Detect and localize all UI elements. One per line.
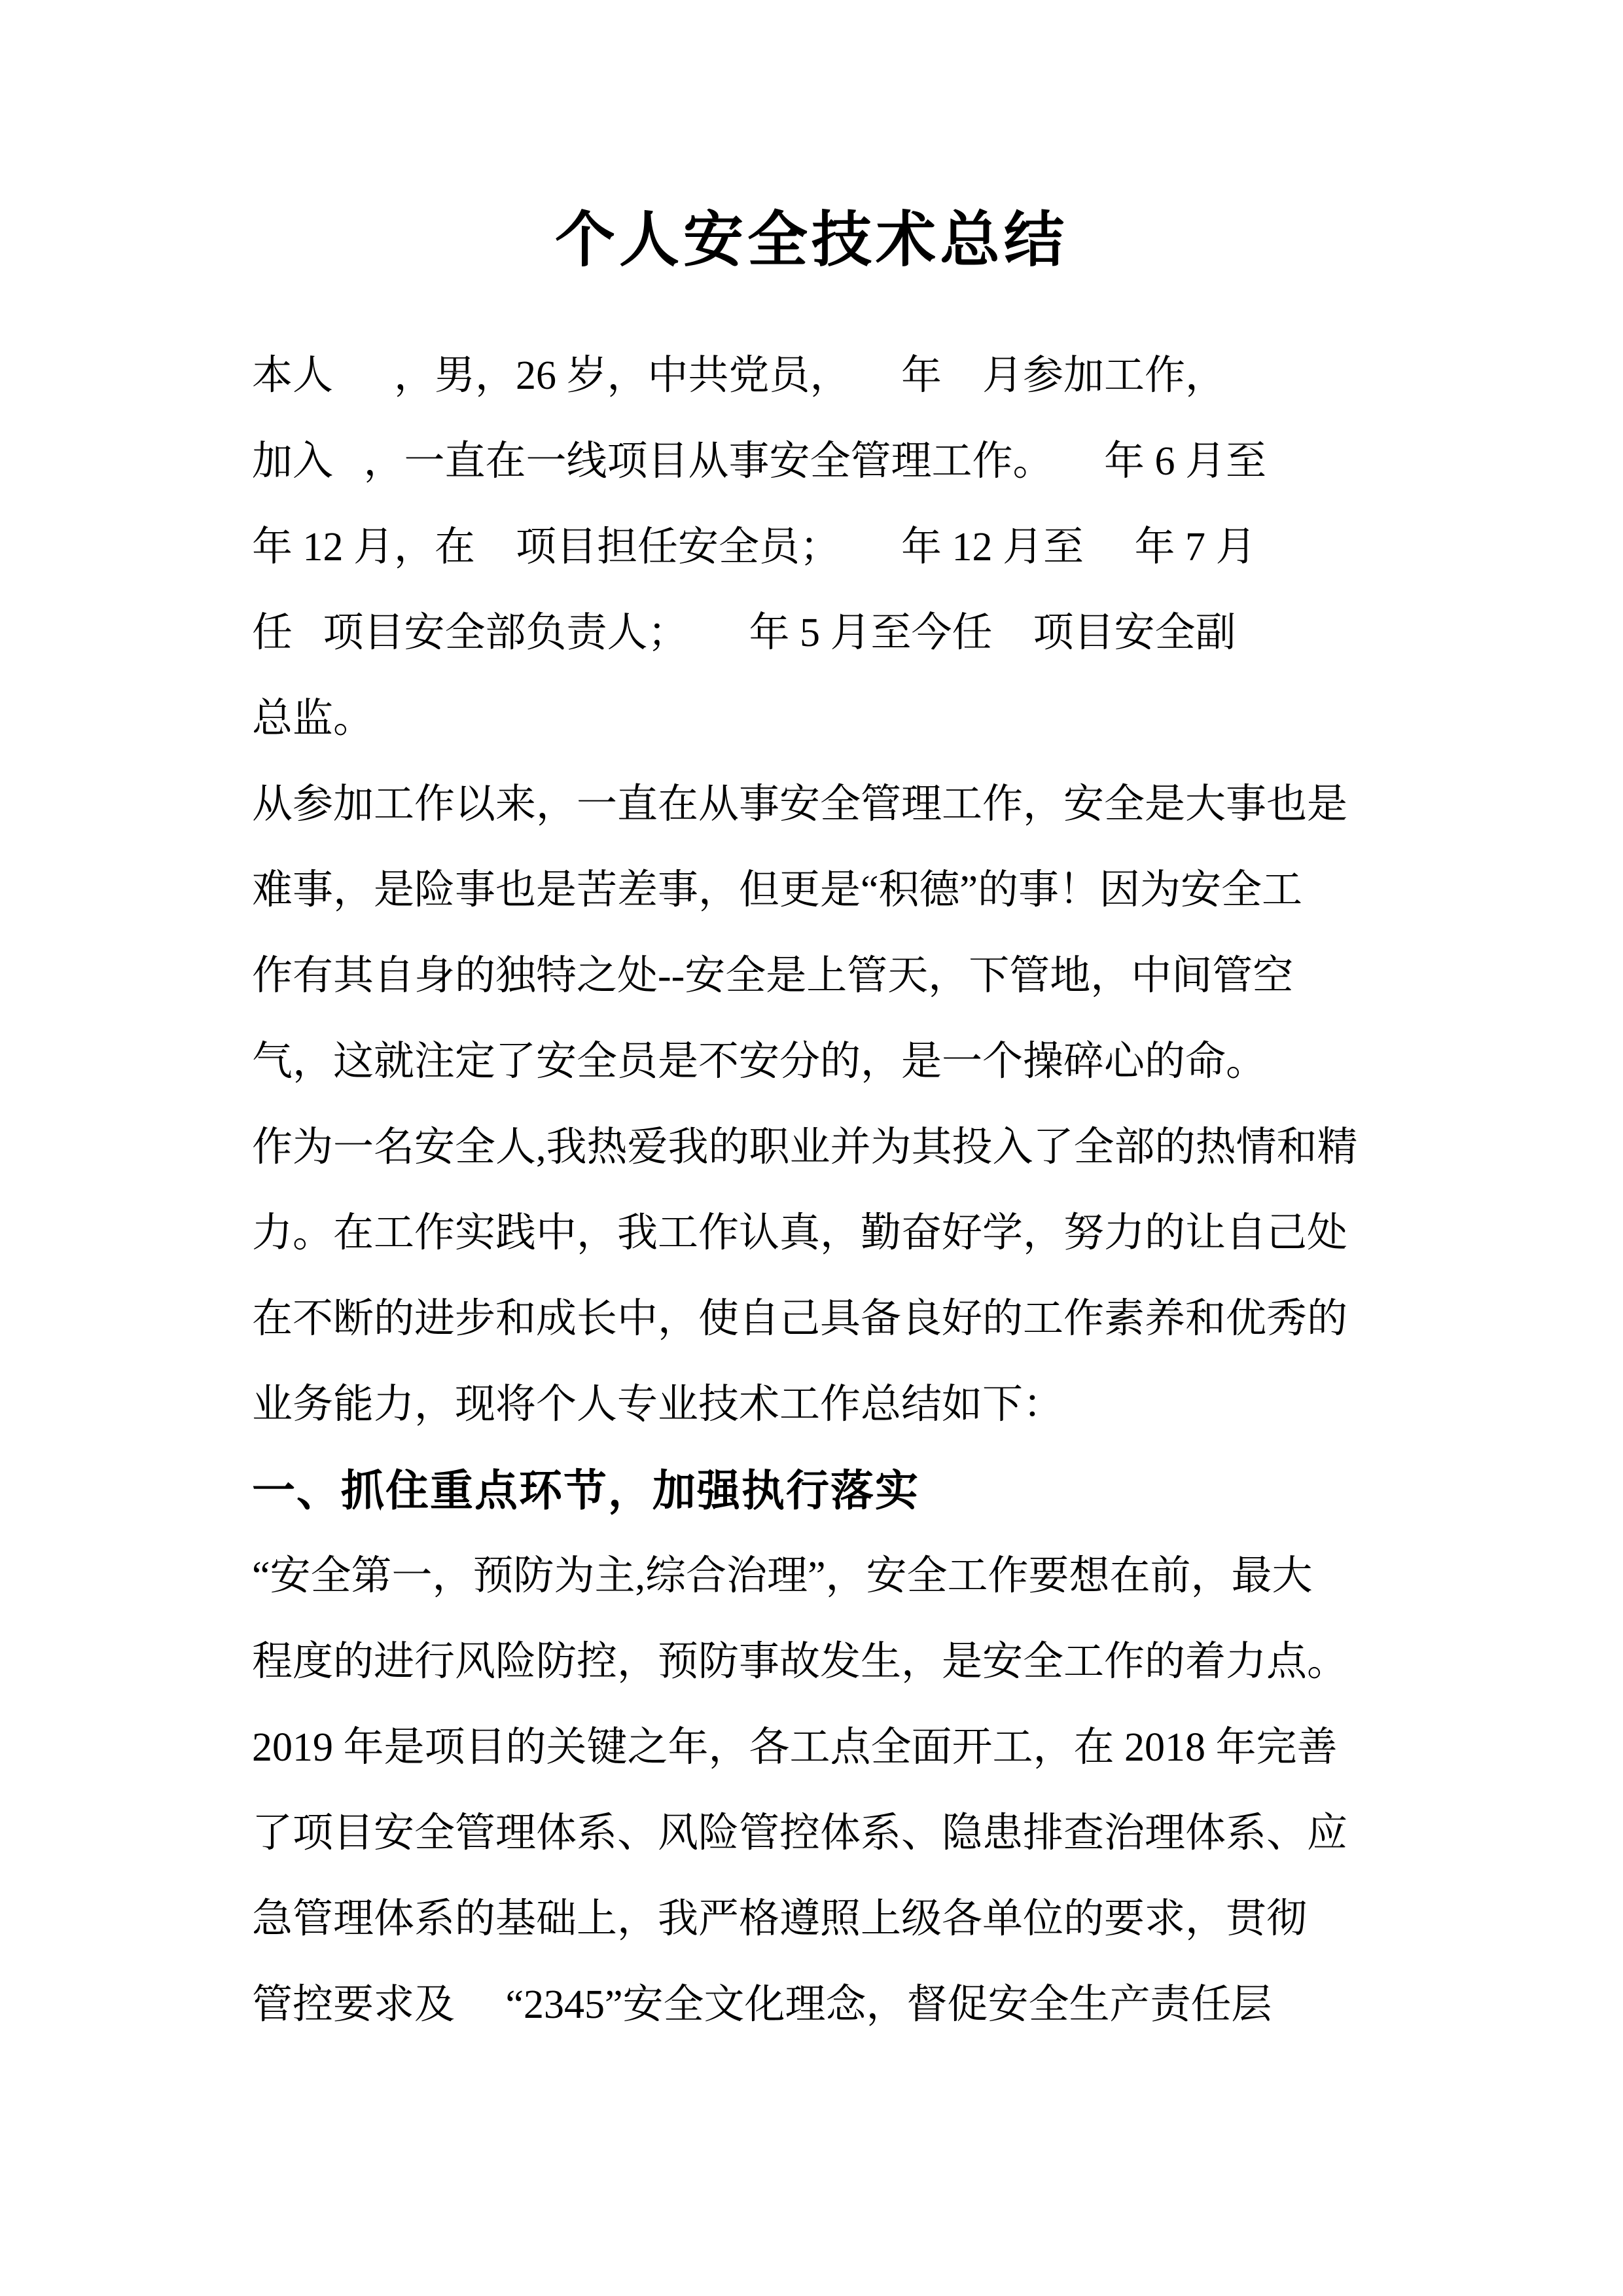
text-line: 总监。 — [252, 696, 374, 741]
text-line: 从参加工作以来，一直在从事安全管理工作，安全是大事也是 — [252, 782, 1348, 827]
text-line: 任 项目安全部负责人； 年 5 月至今任 项目安全副 — [252, 611, 1236, 655]
text-line: 管控要求及 “2345”安全文化理念，督促安全生产责任层 — [252, 1982, 1272, 2027]
text-line: 业务能力，现将个人专业技术工作总结如下： — [252, 1382, 1064, 1427]
document-body — [252, 333, 1371, 2048]
text-line: 作为一名安全人,我热爱我的职业并为其投入了全部的热情和精 — [252, 1125, 1358, 1170]
text-line: “安全第一，预防为主,综合治理”，安全工作要想在前，最大 — [252, 1554, 1313, 1598]
text-line: 本人 ，男，26 岁，中共党员， 年 月参加工作， — [252, 353, 1226, 398]
section-heading: 一、抓住重点环节，加强执行落实 — [252, 1466, 919, 1515]
text-line: 加入 ，一直在一线项目从事安全管理工作。 年 6 月至 — [252, 439, 1267, 484]
text-line: 难事，是险事也是苦差事，但更是“积德”的事！因为安全工 — [252, 868, 1303, 912]
text-line: 了项目安全管理体系、风险管控体系、隐患排查治理体系、应 — [252, 1811, 1348, 1856]
text-line: 急管理体系的基础上，我严格遵照上级各单位的要求，贯彻 — [252, 1897, 1308, 1941]
text-line: 2019 年是项目的关键之年，各工点全面开工，在 2018 年完善 — [252, 1725, 1338, 1770]
text-line: 作有其自身的独特之处--安全是上管天，下管地，中间管空 — [252, 954, 1294, 998]
document-title: 个人安全技术总结 — [554, 207, 1068, 274]
text-line: 在不断的进步和成长中，使自己具备良好的工作素养和优秀的 — [252, 1297, 1348, 1341]
text-line: 气，这就注定了安全员是不安分的，是一个操碎心的命。 — [252, 1039, 1267, 1084]
text-line: 年 12 月，在 项目担任安全员； 年 12 月至 年 7 月 — [252, 525, 1257, 569]
text-line: 力。在工作实践中，我工作认真，勤奋好学，努力的让自己处 — [252, 1211, 1348, 1255]
text-line: 程度的进行风险防控，预防事故发生，是安全工作的着力点。 — [252, 1640, 1348, 1684]
